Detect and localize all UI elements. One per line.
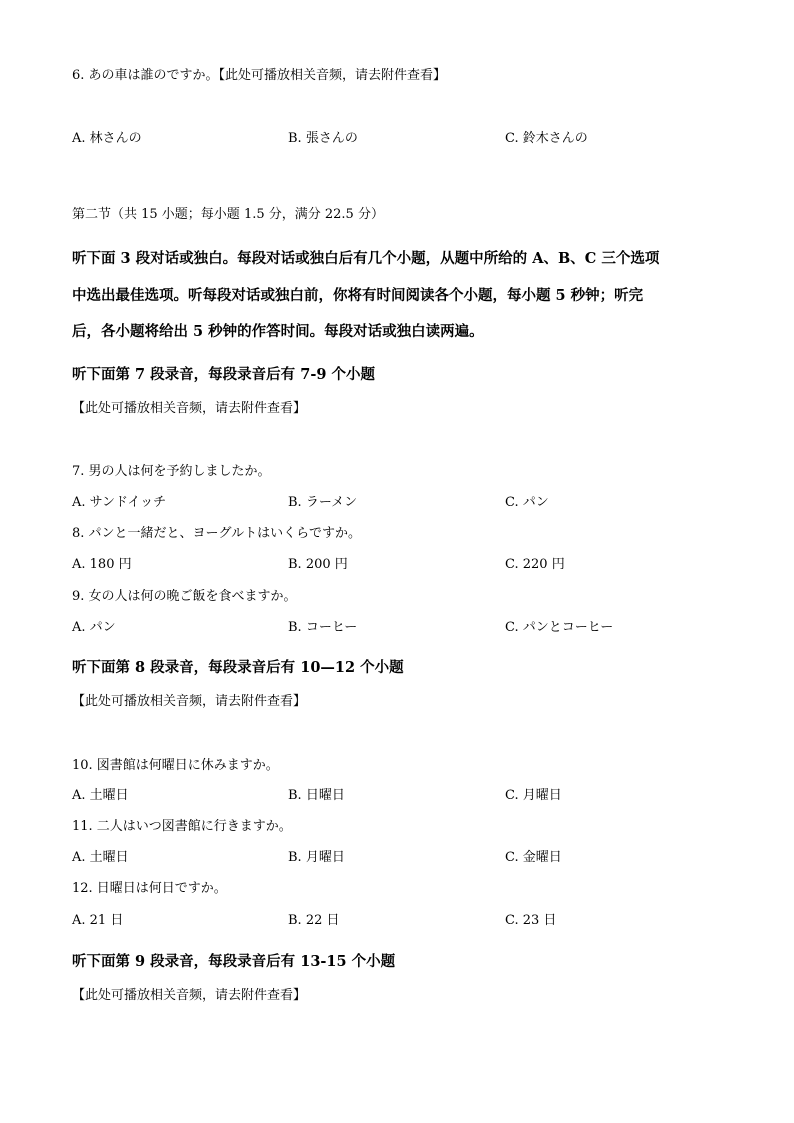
q10-option-b: B. 日曜日 — [288, 788, 345, 803]
question-9: 9. 女の人は何の晩ご飯を食べますか。 — [72, 589, 297, 604]
question-8: 8. パンと一緒だと、ヨーグルトはいくらですか。 — [72, 526, 362, 541]
q11-option-c: C. 金曜日 — [505, 850, 562, 865]
group-9-heading: 听下面第 9 段录音，每段录音后有 13-15 个小题 — [72, 953, 396, 970]
question-7: 7. 男の人は何を予約しましたか。 — [72, 464, 271, 479]
q7-option-a: A. サンドイッチ — [72, 495, 167, 510]
q11-option-b: B. 月曜日 — [288, 850, 345, 865]
group-8-heading: 听下面第 8 段录音，每段录音后有 10—12 个小题 — [72, 659, 404, 676]
q6-option-b: B. 張さんの — [288, 131, 358, 146]
section-2-instruction-line-1: 听下面 3 段对话或独白。每段对话或独白后有几个小题，从题中所给的 A、B、C 三个选项 — [72, 250, 660, 267]
q8-option-b: B. 200 円 — [288, 557, 348, 572]
q10-option-a: A. 土曜日 — [72, 788, 129, 803]
q12-option-c: C. 23 日 — [505, 913, 557, 928]
q10-option-c: C. 月曜日 — [505, 788, 562, 803]
question-6: 6. あの車は誰のですか。【此处可播放相关音频，请去附件查看】 — [72, 68, 447, 83]
q6-option-a: A. 林さんの — [72, 131, 142, 146]
section-2-instruction-line-2: 中选出最佳选项。听每段对话或独白前，你将有时间阅读各个小题，每小题 5 秒钟；听完 — [72, 287, 644, 304]
q6-option-c: C. 鈴木さんの — [505, 131, 588, 146]
q11-option-a: A. 土曜日 — [72, 850, 129, 865]
q8-option-c: C. 220 円 — [505, 557, 565, 572]
question-10: 10. 図書館は何曜日に休みますか。 — [72, 758, 279, 773]
section-2-heading: 第二节（共 15 小题；每小题 1.5 分，满分 22.5 分） — [72, 207, 384, 222]
q9-option-c: C. パンとコーヒー — [505, 620, 614, 635]
q12-option-b: B. 22 日 — [288, 913, 340, 928]
section-2-instruction-line-3: 后，各小题将给出 5 秒钟的作答时间。每段对话或独白读两遍。 — [72, 323, 484, 340]
q8-option-a: A. 180 円 — [72, 557, 132, 572]
group-8-audio-note: 【此处可播放相关音频，请去附件查看】 — [72, 694, 307, 709]
q9-option-a: A. パン — [72, 620, 116, 635]
group-7-audio-note: 【此处可播放相关音频，请去附件查看】 — [72, 401, 307, 416]
q7-option-b: B. ラーメン — [288, 495, 358, 510]
q9-option-b: B. コーヒー — [288, 620, 358, 635]
question-12: 12. 日曜日は何日ですか。 — [72, 881, 227, 896]
q7-option-c: C. パン — [505, 495, 549, 510]
group-7-heading: 听下面第 7 段录音，每段录音后有 7-9 个小题 — [72, 366, 375, 383]
question-11: 11. 二人はいつ図書館に行きますか。 — [72, 819, 292, 834]
group-9-audio-note: 【此处可播放相关音频，请去附件查看】 — [72, 988, 307, 1003]
q12-option-a: A. 21 日 — [72, 913, 124, 928]
